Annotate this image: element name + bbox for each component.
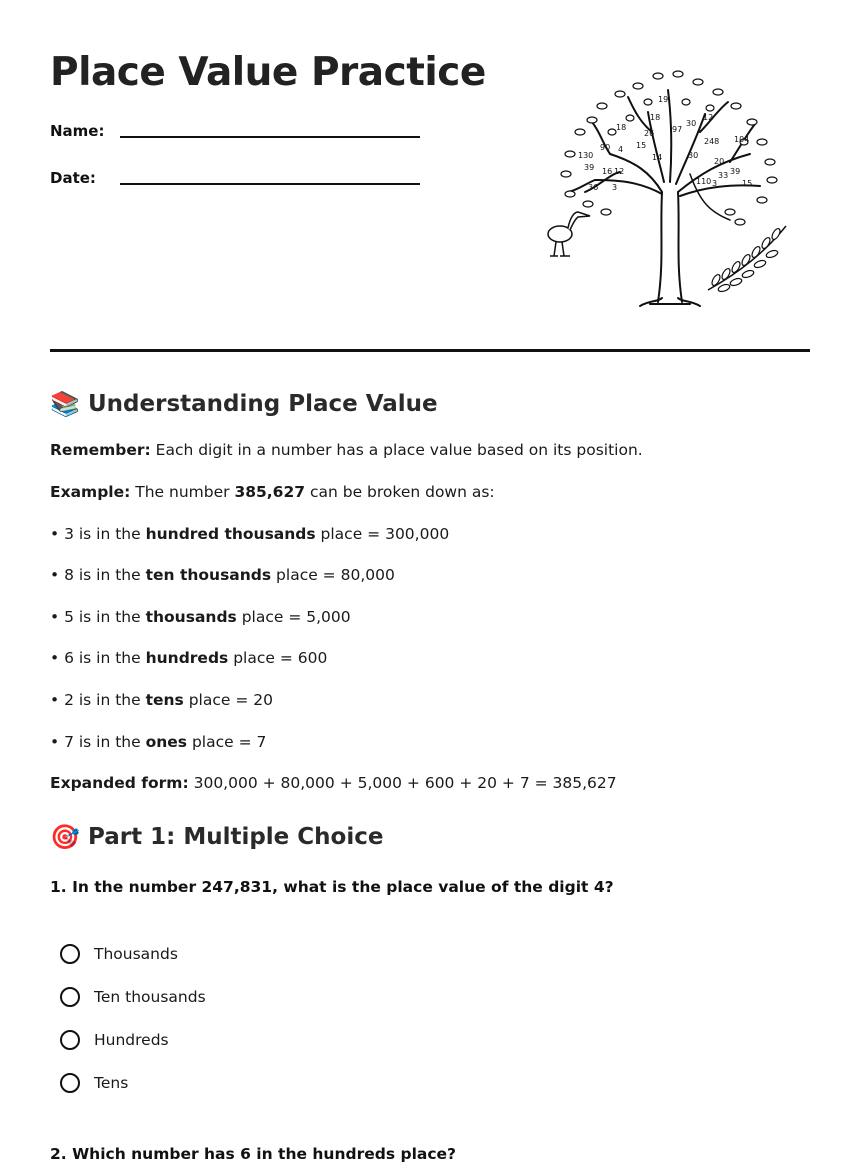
radio-button[interactable]	[60, 1073, 80, 1093]
svg-text:18: 18	[650, 113, 661, 122]
svg-text:4: 4	[618, 145, 624, 154]
bullet-text: • 5 is in the	[50, 608, 146, 626]
books-icon: 📚	[50, 390, 80, 418]
svg-text:18: 18	[616, 123, 627, 132]
svg-text:3: 3	[612, 183, 618, 192]
expanded-form	[50, 774, 617, 792]
remember-paragraph	[50, 441, 643, 459]
bullet-item	[50, 649, 327, 667]
bullet-place: tens	[145, 691, 184, 709]
svg-text:30: 30	[688, 151, 699, 160]
bullet-place: hundred thousands	[145, 525, 316, 543]
q1-option[interactable]	[60, 1073, 128, 1093]
radio-button[interactable]	[60, 944, 80, 964]
bird-icon	[548, 212, 590, 256]
section-title: Part 1: Multiple Choice	[88, 824, 384, 850]
bullet-text: • 6 is in the	[50, 649, 146, 667]
bullet-item	[50, 608, 351, 626]
q1-option[interactable]	[60, 987, 206, 1007]
svg-text:39: 39	[730, 167, 741, 176]
radio-button[interactable]	[60, 1030, 80, 1050]
svg-text:104: 104	[734, 135, 750, 144]
svg-text:19: 19	[658, 95, 669, 104]
option-label: Ten thousands	[94, 988, 206, 1006]
example-paragraph	[50, 483, 495, 501]
option-label: Tens	[94, 1074, 129, 1092]
remember-label: Remember:	[50, 441, 151, 459]
name-field	[50, 122, 104, 140]
expanded-text: 300,000 + 80,000 + 5,000 + 600 + 20 + 7 = 385,627	[188, 774, 617, 792]
bullet-text: • 2 is in the	[50, 691, 146, 709]
example-label: Example:	[50, 483, 131, 501]
date-input-line[interactable]	[120, 183, 420, 185]
svg-text:110: 110	[696, 177, 712, 186]
example-text: The number	[130, 483, 235, 501]
example-text-end: can be broken down as:	[305, 483, 495, 501]
name-input-line[interactable]	[120, 136, 420, 138]
bullet-value: place = 80,000	[271, 566, 395, 584]
section-heading-multiple-choice	[50, 823, 383, 851]
bullet-value: place = 7	[187, 733, 267, 751]
bullet-text: • 8 is in the	[50, 566, 146, 584]
bullet-item	[50, 691, 273, 709]
svg-text:16: 16	[602, 167, 613, 176]
section-title: Understanding Place Value	[88, 391, 438, 417]
name-label: Name:	[50, 122, 105, 140]
bullet-item	[50, 525, 449, 543]
bullet-text: • 3 is in the	[50, 525, 146, 543]
bullet-value: place = 5,000	[236, 608, 351, 626]
option-label: Hundreds	[94, 1031, 169, 1049]
bullet-item	[50, 733, 266, 751]
svg-text:12: 12	[703, 113, 714, 122]
bullet-value: place = 300,000	[315, 525, 450, 543]
svg-text:97: 97	[672, 125, 683, 134]
bullet-place: hundreds	[145, 649, 229, 667]
section-heading-place-value	[50, 390, 438, 418]
svg-text:15: 15	[742, 179, 753, 188]
svg-text:3: 3	[712, 179, 718, 188]
svg-text:15: 15	[636, 141, 647, 150]
svg-text:33: 33	[718, 171, 729, 180]
remember-text: Each digit in a number has a place value based on its position.	[150, 441, 643, 459]
question-2: 2. Which number has 6 in the hundreds place?	[50, 1145, 457, 1163]
svg-text:248: 248	[704, 137, 720, 146]
svg-text:14: 14	[652, 153, 663, 162]
date-label: Date:	[50, 169, 96, 187]
option-label: Thousands	[94, 945, 178, 963]
bullet-text: • 7 is in the	[50, 733, 146, 751]
bullet-value: place = 20	[183, 691, 273, 709]
svg-text:20: 20	[714, 157, 725, 166]
svg-text:26: 26	[644, 129, 655, 138]
q1-option[interactable]	[60, 1030, 169, 1050]
svg-text:90: 90	[600, 143, 611, 152]
question-1: 1. In the number 247,831, what is the place value of the digit 4?	[50, 878, 614, 896]
bullet-place: thousands	[145, 608, 237, 626]
fern-icon	[708, 226, 786, 293]
svg-text:36: 36	[588, 183, 599, 192]
radio-button[interactable]	[60, 987, 80, 1007]
bullet-place: ten thousands	[145, 566, 272, 584]
number-tree-illustration	[540, 62, 800, 312]
example-number: 385,627	[234, 483, 306, 501]
bullet-value: place = 600	[228, 649, 328, 667]
svg-text:39: 39	[584, 163, 595, 172]
expanded-label: Expanded form:	[50, 774, 189, 792]
bullet-item	[50, 566, 395, 584]
svg-text:130: 130	[578, 151, 594, 160]
svg-text:12: 12	[614, 167, 625, 176]
header-divider	[50, 349, 810, 352]
q1-option[interactable]	[60, 944, 178, 964]
date-field	[50, 169, 96, 187]
bullet-place: ones	[145, 733, 188, 751]
target-icon: 🎯	[50, 823, 80, 851]
svg-text:30: 30	[686, 119, 697, 128]
page-title: Place Value Practice	[50, 50, 486, 95]
